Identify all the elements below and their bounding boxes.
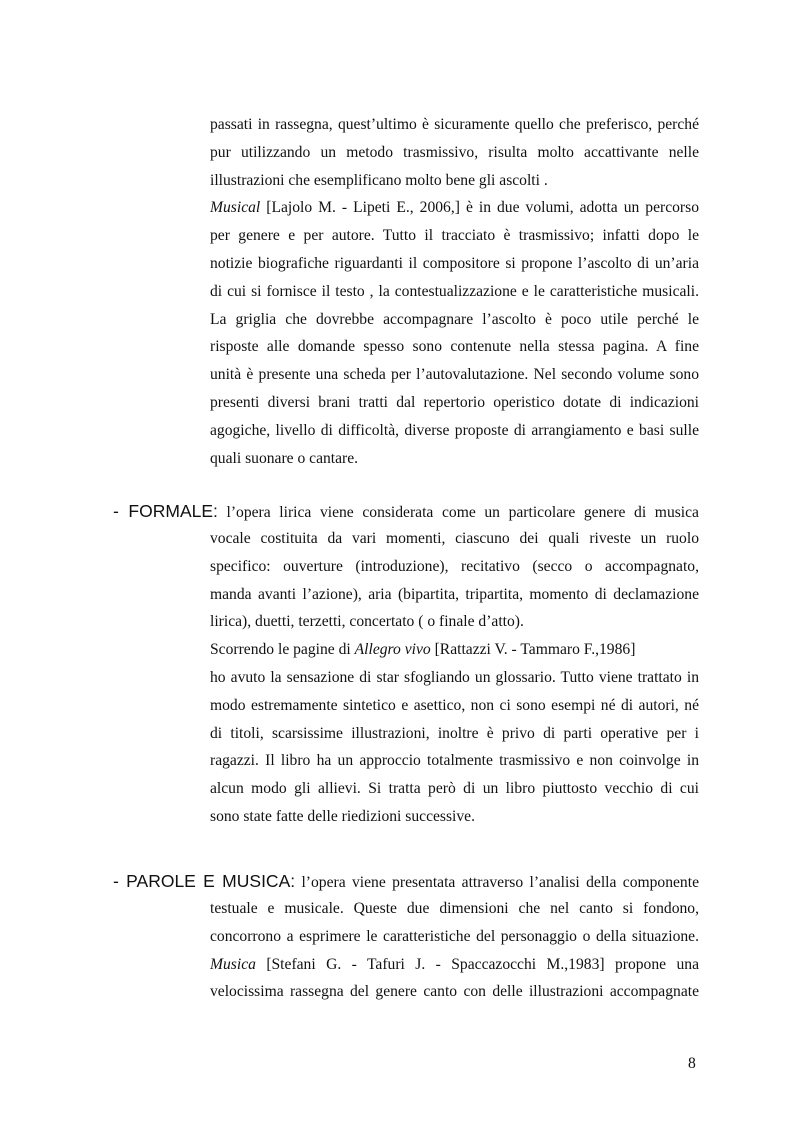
text-line: modo estremamente sintetico e asettico, non ci sono esempi né di autori, né [210,696,699,714]
text-line: alcun modo gli allievi. Si tratta però di un libro piuttosto vecchio di cui [210,780,699,798]
text-line: ragazzi. Il libro ha un approccio totalmente trasmissivo e non coinvolge in [210,752,699,770]
text-fragment: [Stefani G. - Tafuri J. - Spaccazocchi M.,1983] propone una [255,955,699,973]
text-line: per genere e per autore. Tutto il tracciato è trasmissivo; infatti dopo le [210,227,699,245]
text-fragment: [Rattazzi V. - Tammaro F.,1986] [430,641,636,659]
reference-line [210,636,699,664]
text-fragment: l’opera lirica viene considerata come un particolare genere di musica [217,504,699,521]
text-line: lirica), duetti, terzetti, concertato ( o finale d’atto). [210,613,524,631]
text-line: passati in rassegna, quest’ultimo è sicuramente quello che preferisco, perché [210,116,699,133]
text-line: ho avuto la sensazione di star sfogliando un glossario. Tutto viene trattato in [210,668,699,686]
text-line: pur utilizzando un metodo trasmissivo, risulta molto accattivante nelle [210,143,699,161]
text-line: quali suonare o cantare. [210,449,359,467]
section-heading-line [113,867,699,895]
text-line: testuale e musicale. Queste due dimensioni che nel canto si fondono, [210,900,699,917]
text-line: vocale costituita da vari momenti, ciascuno dei quali riveste un ruolo [210,530,699,547]
musical-first-line [210,194,699,222]
section-heading-line [113,497,699,525]
text-line: La griglia che dovrebbe accompagnare l’ascolto è poco utile perché le [210,310,699,328]
section-heading: FORMALE: [128,501,218,521]
text-line: notizie biografiche riguardanti il compositore si propone l’ascolto di un’aria [210,254,699,272]
section-heading: PAROLE E MUSICA: [126,871,296,891]
reference-line [210,951,699,979]
text-line: di titoli, scarsissime illustrazioni, inoltre è privo di parti operative per i [210,724,699,742]
text-fragment: Scorrendo le pagine di [210,641,355,659]
section-formale [113,497,699,831]
text-line: illustrazioni che esemplificano molto bene gli ascolti . [210,171,548,189]
book-title-musica: Musica [210,955,256,973]
text-line: velocissima rassegna del genere canto con delle illustrazioni accompagnate [210,983,699,1001]
section-bullet: - [113,871,127,891]
text-line: manda avanti l’azione), aria (bipartita, tripartita, momento di declamazione [210,585,699,603]
section-bullet: - [113,501,129,521]
section-parole-e-musica [113,867,699,1006]
text-line: sono state fatte delle riedizioni successive. [210,807,476,825]
text-line: concorrono a esprimere le caratteristiche del personaggio o della situazione. [210,927,699,945]
text-line: presenti diversi brani tratti dal repertorio operistico dotate di indicazioni [210,393,699,411]
text-line: unità è presente una scheda per l’autovalutazione. Nel secondo volume sono [210,366,699,384]
text-fragment: l’opera viene presentata attraverso l’analisi della componente [295,874,699,891]
text-line: agogiche, livello di difficoltà, diverse proposte di arrangiamento e basi sulle [210,421,699,439]
text-line: di cui si fornisce il testo , la contestualizzazione e le caratteristiche musicali. [210,282,699,300]
text-line: specifico: ouverture (introduzione), recitativo (secco o accompagnato, [210,557,699,575]
book-title-musical: Musical [210,199,261,217]
text-fragment: [Lajolo M. - Lipeti E., 2006,] è in due volumi, adotta un percorso [260,199,699,217]
intro-paragraph [210,111,699,472]
text-line: risposte alle domande spesso sono contenute nella stessa pagina. A fine [210,338,699,356]
page-number: 8 [688,1055,696,1072]
book-title-allegro-vivo: Allegro vivo [354,641,431,659]
